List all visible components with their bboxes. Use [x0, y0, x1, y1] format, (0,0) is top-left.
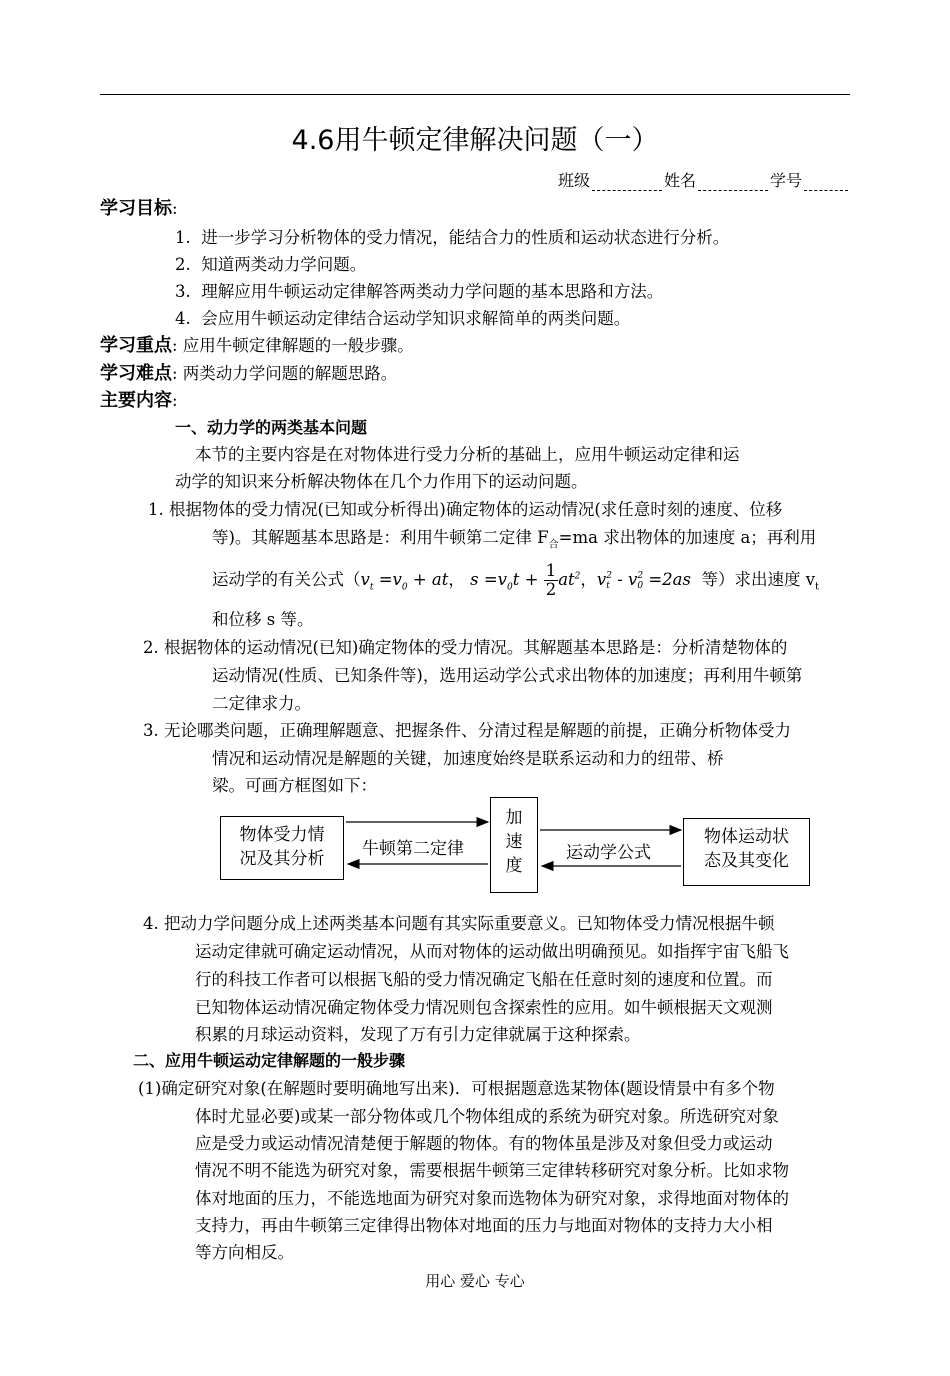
- paragraph-4-line: 行的科技工作者可以根据飞船的受力情况确定飞船在任意时刻的速度和位置。而: [195, 970, 773, 989]
- page-footer: 用心 爱心 专心: [425, 1272, 525, 1290]
- difficulty-text: : 两类动力学问题的解题思路。: [172, 364, 398, 383]
- step-1-line: 支持力，再由牛顿第三定律得出物体对地面的压力与地面对物体的支持力大小相: [195, 1216, 773, 1235]
- formula-displacement: $s =v_0t$ + $\frac{1}{2}$ $at^2$: [470, 561, 581, 599]
- focus-heading: 学习重点: [100, 335, 172, 356]
- objective-item: 4. 会应用牛顿运动定律结合运动学知识求解简单的两类问题。: [175, 309, 631, 328]
- kinematics-formula-label: 运动学公式: [566, 843, 651, 863]
- newton-second-law-label: 牛顿第二定律: [362, 839, 464, 859]
- objective-item: 3. 理解应用牛顿运动定律解答两类动力学问题的基本思路和方法。: [175, 282, 664, 301]
- fraction: $\frac{1}{2}$: [545, 561, 557, 599]
- paragraph-2-line: 运动情况(性质、已知条件等)，选用运动学公式求出物体的加速度；再利用牛顿第: [212, 666, 803, 685]
- objectives-heading-row: 学习目标:: [100, 198, 178, 219]
- paragraph-2-line: 二定律求力。: [212, 694, 311, 713]
- formula-velocity-squared: v 2 t - v 2 0 =2as: [596, 570, 691, 591]
- name-label: 姓名: [663, 171, 696, 190]
- step-1-line: 体对地面的压力，不能选地面为研究对象而选物体为研究对象，求得地面对物体的: [195, 1189, 789, 1208]
- difficulty-heading: 学习难点: [100, 363, 172, 384]
- step-1-line: 情况不明不能选为研究对象，需要根据牛顿第三定律转移研究对象分析。比如求物: [195, 1161, 789, 1180]
- objective-item: 1. 进一步学习分析物体的受力情况，能结合力的性质和运动状态进行分析。: [175, 228, 730, 247]
- id-label: 学号: [769, 171, 802, 190]
- paragraph-4: 4. 把动力学问题分成上述两类基本问题有其实际重要意义。已知物体受力情况根据牛顿: [143, 914, 775, 933]
- step-1-line: 应是受力或运动情况清楚便于解题的物体。有的物体虽是涉及对象但受力或运动: [195, 1134, 773, 1153]
- motion-state-box: 物体运动状 态及其变化: [683, 818, 810, 886]
- objective-item: 2. 知道两类动力学问题。: [175, 255, 367, 274]
- step-1-line: 等方向相反。: [195, 1243, 294, 1262]
- section2-title: 二、应用牛顿运动定律解题的一般步骤: [133, 1051, 406, 1070]
- page-title: 4.6用牛顿定律解决问题（一）: [291, 125, 659, 156]
- paragraph-3-line: 情况和运动情况是解题的关键，加速度始终是联系运动和力的纽带、桥: [212, 749, 724, 768]
- paragraph-4-line: 运动定律就可确定运动情况，从而对物体的运动做出明确预见。如指挥宇宙飞船飞: [195, 942, 789, 961]
- paragraph-4-line: 积累的月球运动资料，发现了万有引力定律就属于这种探索。: [195, 1025, 641, 1044]
- step-1: (1)确定研究对象(在解题时要明确地写出来)．可根据题意选某物体(题设情景中有多个物: [138, 1079, 775, 1098]
- paragraph-3: 3. 无论哪类问题，正确理解题意、把握条件、分清过程是解题的前提，正确分析物体受力: [143, 721, 791, 740]
- class-label: 班级: [557, 171, 590, 190]
- formula-velocity: $v_t =v_0$ + at: [360, 570, 449, 593]
- force-analysis-box: 物体受力情 况及其分析: [220, 816, 344, 880]
- section1-intro: 本节的主要内容是在对物体进行受力分析的基础上，应用牛顿运动定律和运: [195, 445, 740, 464]
- content-heading: 主要内容: [100, 390, 172, 411]
- section1-title: 一、动力学的两类基本问题: [175, 418, 368, 437]
- step-1-line: 体时尤显必要)或某一部分物体或几个物体组成的系统为研究对象。所选研究对象: [195, 1107, 779, 1126]
- focus-text: : 应用牛顿定律解题的一般步骤。: [172, 336, 414, 355]
- paragraph-1-line: 等)。其解题基本思路是：利用牛顿第二定律 $F_合=ma$ 求出物体的加速度 a；再利用: [212, 528, 817, 551]
- formula-line: 运动学的有关公式（$v_t =v_0$ + at， $s =v_0t$ + $\frac{1}{2}$ $at^2$，v 2 t - v 2 0 =2as 等）求出速度 $v_t$: [212, 561, 820, 599]
- paragraph-3-line: 梁。可画方框图如下：: [212, 776, 377, 795]
- paragraph-1-line: 和位移 s 等。: [212, 610, 314, 629]
- content-row: 主要内容:: [100, 390, 178, 411]
- paragraph-1: 1. 根据物体的受力情况(已知或分析得出)确定物体的运动情况(求任意时刻的速度、位移: [148, 500, 783, 519]
- paragraph-4-line: 已知物体运动情况确定物体受力情况则包含探索性的应用。如牛顿根据天文观测: [195, 998, 773, 1017]
- objectives-heading: 学习目标: [100, 198, 172, 219]
- acceleration-box: 加 速 度: [490, 797, 538, 893]
- section1-intro: 动学的知识来分析解决物体在几个力作用下的运动问题。: [175, 472, 588, 491]
- paragraph-2: 2. 根据物体的运动情况(已知)确定物体的受力情况。其解题基本思路是：分析清楚物体的: [143, 638, 788, 657]
